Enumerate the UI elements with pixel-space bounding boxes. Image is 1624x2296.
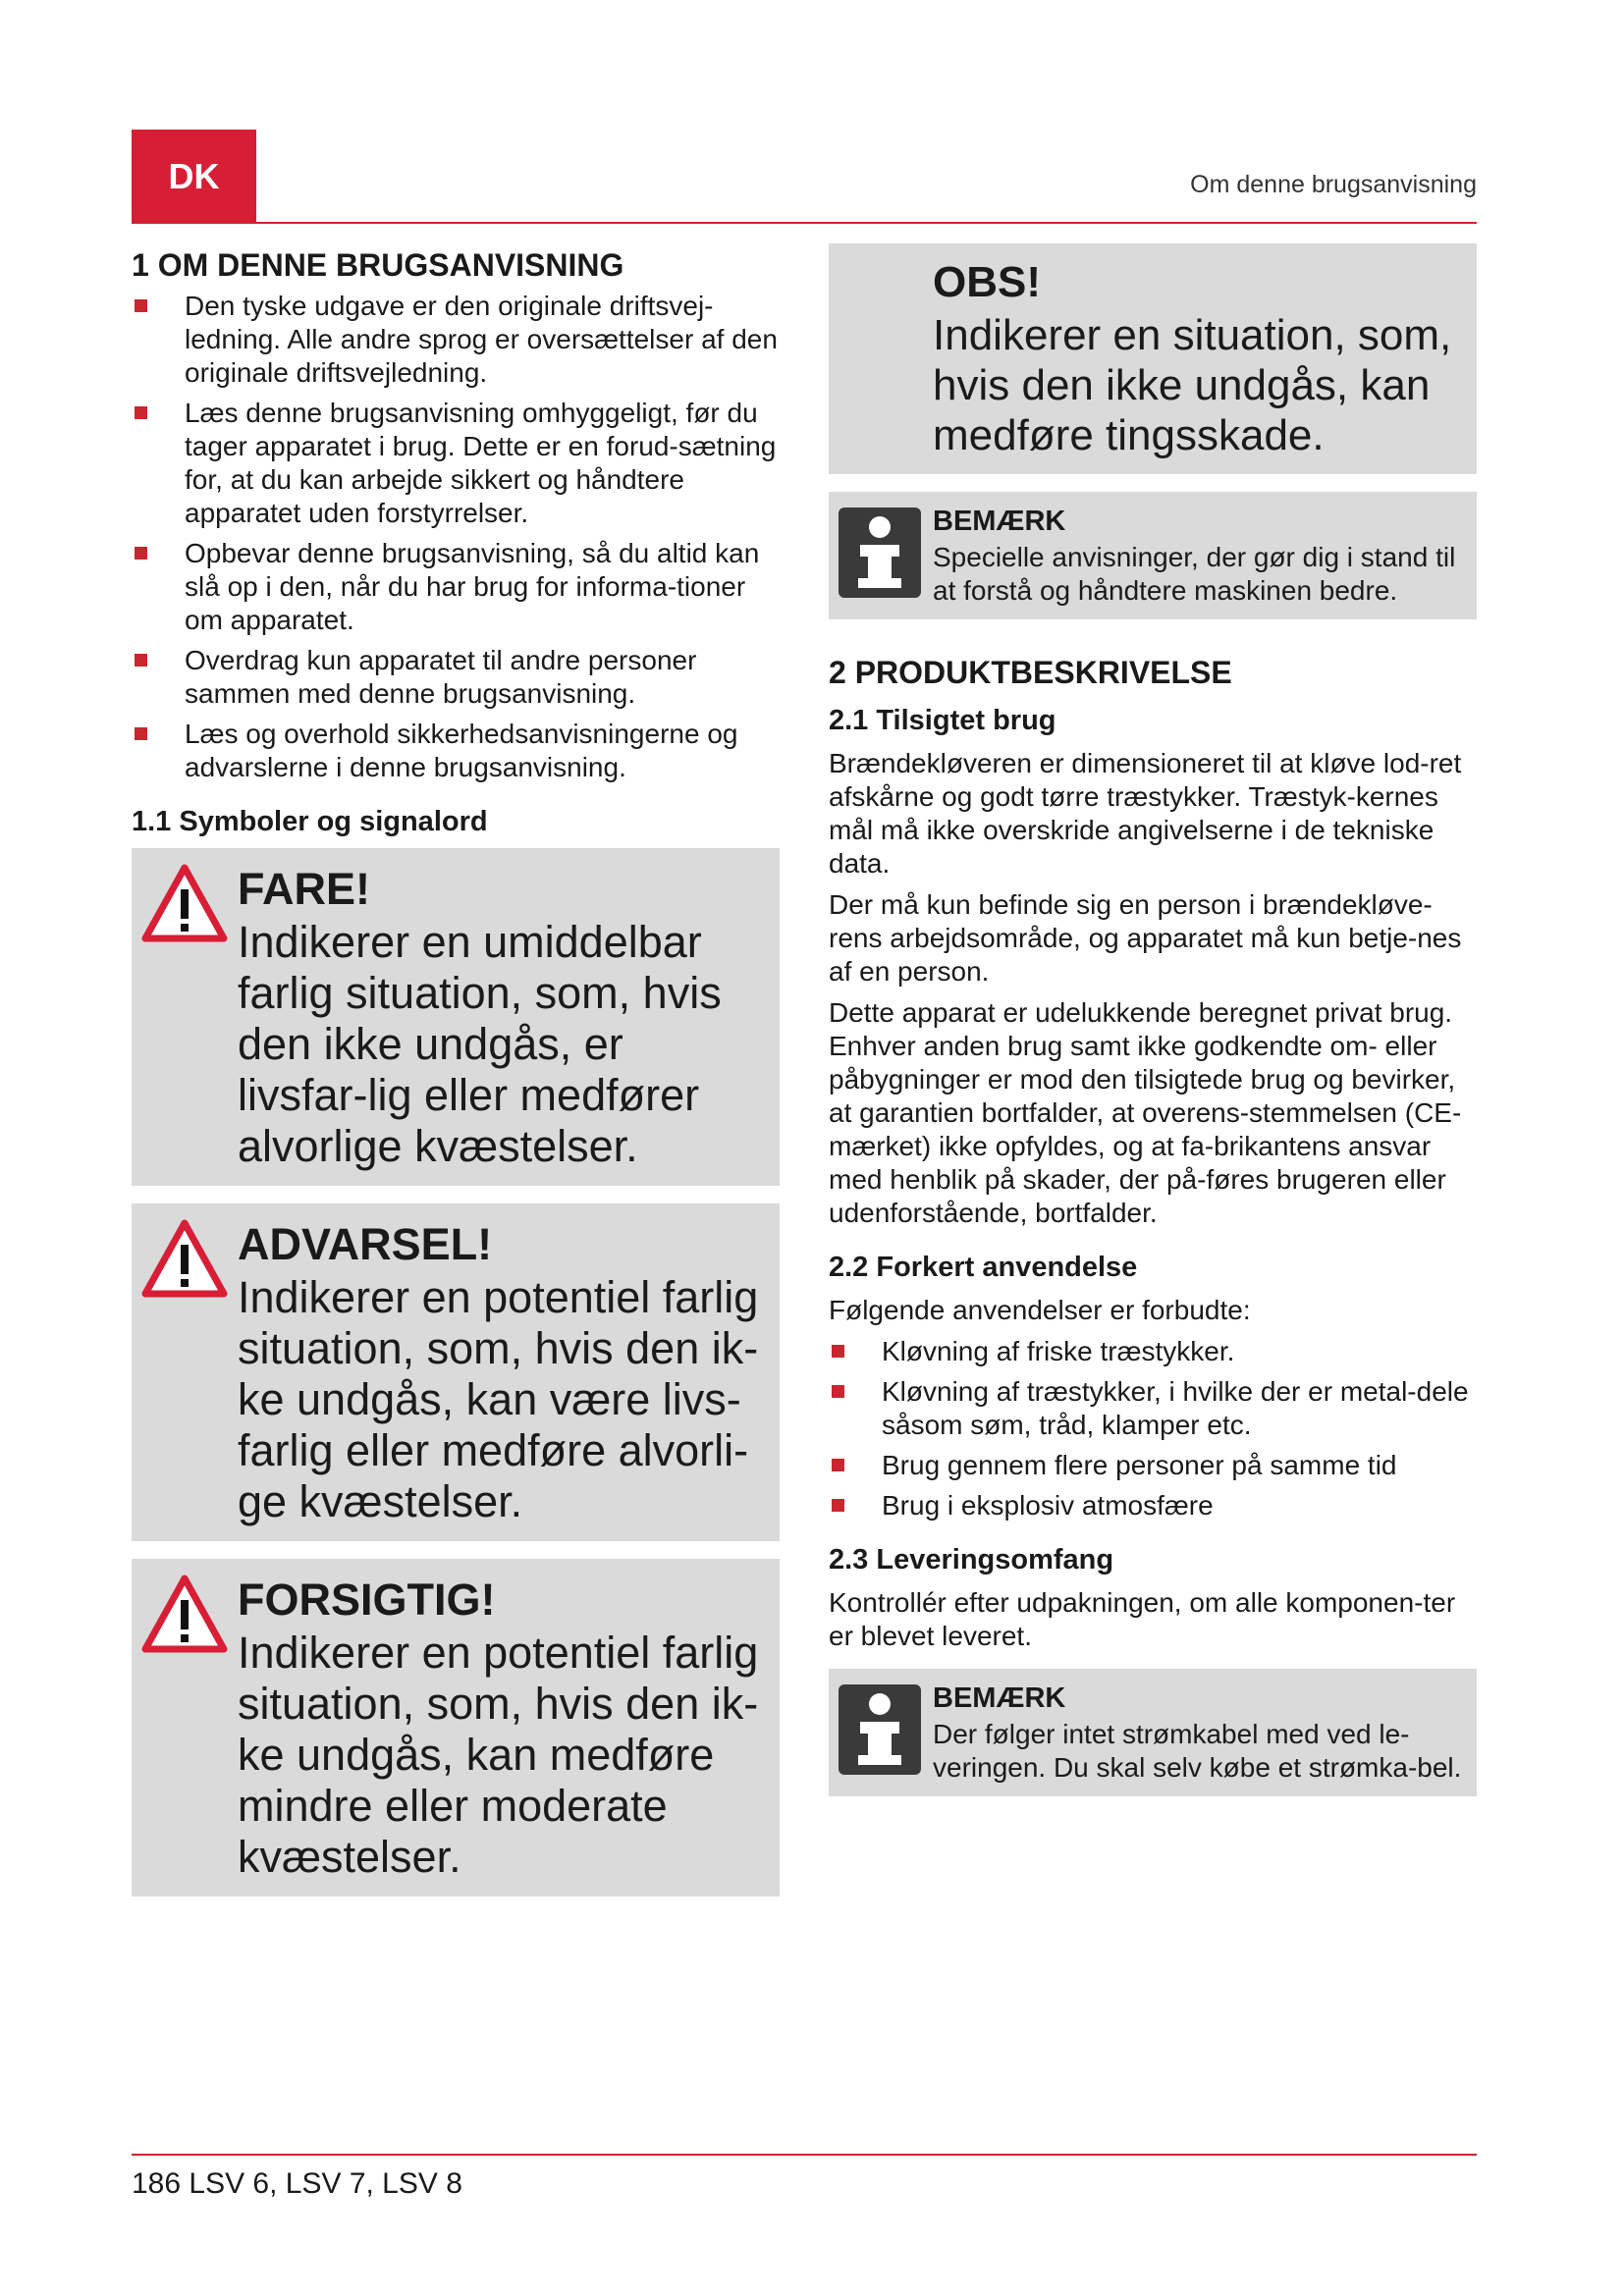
private-use-paragraph: Dette apparat er udelukkende beregnet privat brug. Enhver anden brug samt ikke godkendte om- eller påbygninger er mod den tilsigtede brug og bevirker, at garantien bortfalder, at overens-stemmelsen (CE-mærket) ikke opfyldes, og at fa-brikantens ansvar med henblik på skader, der på-føres brugeren eller udenforstående, bortfalder. [829,997,1462,1228]
bullet-square-icon [832,1385,844,1398]
danger-notice [132,848,780,1186]
left-column [132,243,780,1914]
bullet-square-icon [832,1459,844,1471]
info-icon [839,507,921,598]
bullet-square-icon [135,406,147,419]
caution-notice [132,1559,780,1896]
misuse-intro: Følgende anvendelser er forbudte: [829,1295,1251,1325]
section-2-2-heading: 2.2 Forkert anvendelse [829,1252,1138,1283]
caution-text: Indikerer en potentiel farlig situation, som, hvis den ik-ke undgås, kan medføre mindre eller moderate kvæstelser. [238,1628,759,1882]
note-title: BEMÆRK [933,506,1066,537]
bullet-square-icon [832,1345,844,1358]
bullet-square-icon [135,654,147,667]
header-divider [132,222,1477,224]
list-item: Den tyske udgave er den originale driftsvej-ledning. Alle andre sprog er oversættelser af den originale driftsvejledning. [132,290,780,390]
caution-title: FORSIGTIG! [238,1575,496,1625]
notice-box [829,243,1477,474]
note-title: BEMÆRK [933,1682,1066,1714]
warning-triangle-icon [141,1573,228,1655]
running-header: Om denne brugsanvisning [1190,171,1477,198]
language-tab: DK [132,130,256,224]
list-item: Overdrag kun apparatet til andre personer sammen med denne brugsanvisning. [132,644,780,711]
note-box [829,492,1477,619]
danger-title: FARE! [238,864,370,914]
section-1-heading: 1 OM DENNE BRUGSANVISNING [132,247,624,283]
list-item: Læs denne brugsanvisning omhyggeligt, før du tager apparatet i brug. Dette er en forud-sætning for, at du kan arbejde sikkert og håndtere apparatet uden forstyrrelser. [132,397,780,530]
warning-text: Indikerer en potentiel farlig situation, som, hvis den ik-ke undgås, kan være livs-farlig eller medføre alvorli-ge kvæstelser. [238,1272,759,1526]
warning-triangle-icon [141,862,228,944]
misuse-list [829,1335,1477,1522]
bullet-square-icon [135,299,147,312]
operator-paragraph: Der må kun befinde sig en person i brændekløve-rens arbejdsområde, og apparatet må kun betje-nes af en person. [829,889,1462,987]
list-item: Brug gennem flere personer på samme tid [829,1449,1477,1482]
list-item: Læs og overhold sikkerhedsanvisningerne og advarslerne i denne brugsanvisning. [132,718,780,784]
section-2-3-heading: 2.3 Leveringsomfang [829,1544,1114,1575]
notice-title: OBS! [933,258,1041,306]
intro-bullet-list [132,290,780,784]
danger-text: Indikerer en umiddelbar farlig situation, som, hvis den ikke undgås, er livsfar-lig eller medfører alvorlige kvæstelser. [238,917,722,1171]
list-item: Opbevar denne brugsanvisning, så du altid kan slå op i den, når du har brug for informa-tioner om apparatet. [132,537,780,637]
warning-triangle-icon [141,1217,228,1300]
bullet-square-icon [832,1499,844,1512]
note-text: Der følger intet strømkabel med ved le-veringen. Du skal selv købe et strømka-bel. [933,1719,1462,1783]
section-1-1-heading: 1.1 Symboler og signalord [132,806,488,837]
bullet-square-icon [135,547,147,560]
bullet-square-icon [135,727,147,740]
section-2-heading: 2 PRODUKTBESKRIVELSE [829,655,1232,690]
delivery-paragraph: Kontrollér efter udpakningen, om alle komponen-ter er blevet leveret. [829,1587,1456,1651]
notice-text: Indikerer en situation, som, hvis den ikke undgås, kan medføre tingsskade. [933,311,1452,459]
list-item: Brug i eksplosiv atmosfære [829,1489,1477,1522]
footer-divider [132,2154,1477,2156]
list-item: Kløvning af træstykker, i hvilke der er metal-dele såsom søm, tråd, klamper etc. [829,1375,1477,1442]
warning-title: ADVARSEL! [238,1219,493,1269]
note-box [829,1669,1477,1796]
section-2-1-heading: 2.1 Tilsigtet brug [829,705,1056,736]
intended-use-paragraph: Brændekløveren er dimensioneret til at kløve lod-ret afskårne og godt tørre træstykker. Træstyk-kernes mål må ikke overskride angivelserne i de tekniske data. [829,748,1462,879]
warning-notice [132,1203,780,1541]
info-icon [839,1684,921,1775]
page-footer: 186 LSV 6, LSV 7, LSV 8 [132,2167,462,2200]
list-item: Kløvning af friske træstykker. [829,1335,1477,1368]
note-text: Specielle anvisninger, der gør dig i stand til at forstå og håndtere maskinen bedre. [933,542,1456,606]
right-column [829,243,1477,1796]
